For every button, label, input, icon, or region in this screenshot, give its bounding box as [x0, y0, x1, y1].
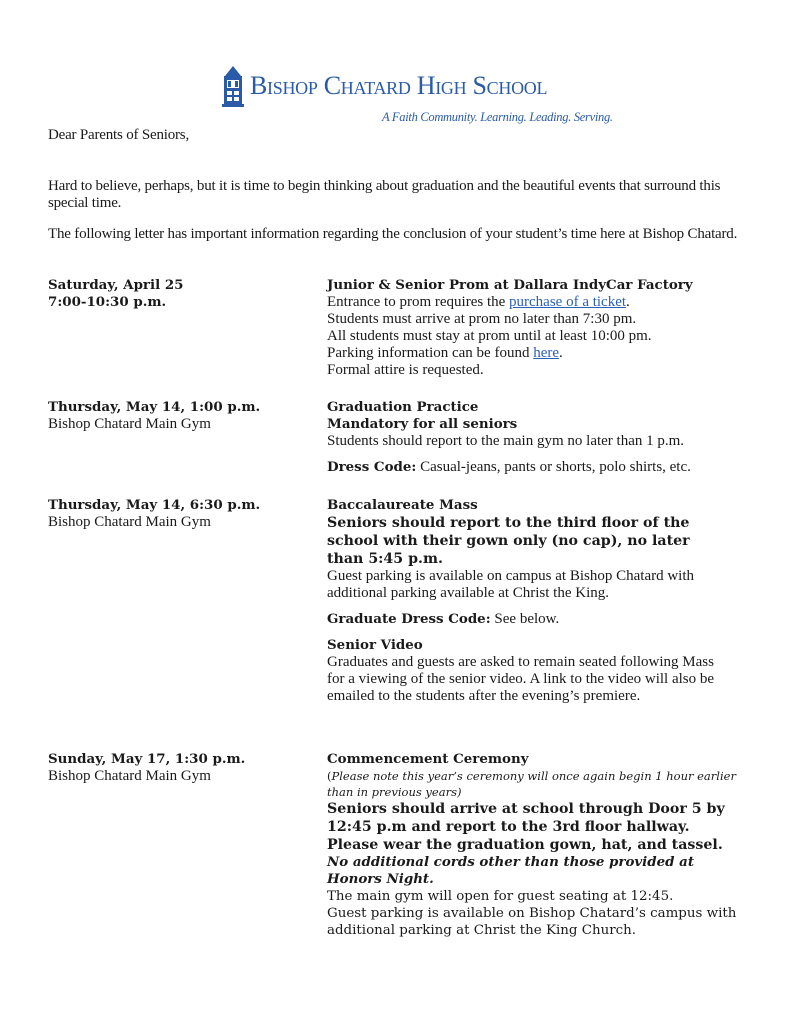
time-change-note: [327, 768, 747, 800]
greeting: Dear Parents of Seniors,: [48, 127, 189, 143]
event-title: Baccalaureate Mass: [327, 497, 478, 513]
event-prom-details: [327, 277, 747, 379]
dress-code-value: See below.: [490, 611, 560, 627]
event-date: Saturday, April 25: [48, 277, 184, 293]
parking-line: [327, 345, 747, 362]
intro-paragraph: Hard to believe, perhaps, but it is time to begin thinking about graduation and the beautiful events that surround this special time.: [48, 178, 721, 211]
event-title: Junior & Senior Prom at Dallara IndyCar Factory: [327, 277, 693, 293]
dress-code-value: Casual-jeans, pants or shorts, polo shirts, etc.: [416, 459, 691, 475]
event-commencement-details: [327, 751, 747, 939]
event-subtitle: Mandatory for all seniors: [327, 416, 518, 432]
school-tagline: A Faith Community. Learning. Leading. Serving.: [382, 110, 613, 124]
ticket-text: Entrance to prom requires the: [327, 294, 510, 310]
event-title: Graduation Practice: [327, 399, 479, 415]
event-location: Bishop Chatard Main Gym: [48, 416, 211, 432]
note-text: Please note this year’s ceremony will once again begin 1 hour earlier than in previous years): [327, 769, 736, 799]
event-date: Sunday, May 17, 1:30 p.m.: [48, 751, 246, 767]
punctuation: .: [559, 345, 563, 361]
paren: (: [327, 769, 332, 783]
report-line: Students should report to the main gym no later than 1 p.m.: [327, 433, 685, 449]
parking-line: Guest parking is available on Bishop Chatard’s campus with additional parking at Christ the King Church.: [327, 906, 737, 938]
attire-line: Formal attire is requested.: [327, 362, 484, 378]
senior-video-text: Graduates and guests are asked to remain seated following Mass for a viewing of the senior video. A link to the video will also be emailed to the students after the evening’s premiere.: [327, 654, 715, 704]
school-crest-icon: [222, 64, 244, 108]
event-practice-date: [48, 399, 260, 433]
stay-line: All students must stay at prom until at least 10:00 pm.: [327, 328, 652, 344]
event-mass-details: [327, 497, 727, 705]
event-practice-details: [327, 399, 747, 476]
event-location: Bishop Chatard Main Gym: [48, 514, 211, 530]
event-time: 7:00-10:30 p.m.: [48, 294, 167, 310]
event-commencement-date: [48, 751, 245, 785]
dress-code: [327, 611, 727, 628]
intro-paragraph-2: The following letter has important information regarding the conclusion of your student’s time here at Bishop Chatard.: [48, 226, 738, 242]
school-name: Bishop Chatard High School: [250, 71, 548, 100]
dress-code-label: Graduate Dress Code:: [327, 611, 491, 627]
event-prom-date: [48, 277, 183, 311]
event-location: Bishop Chatard Main Gym: [48, 768, 211, 784]
ticket-line: [327, 294, 747, 311]
event-date: Thursday, May 14, 6:30 p.m.: [48, 497, 261, 513]
report-instructions: Seniors should report to the third floor of the school with their gown only (no cap), no later than 5:45 p.m.: [327, 515, 690, 567]
senior-video-title: Senior Video: [327, 637, 423, 653]
dress-code-label: Dress Code:: [327, 459, 417, 475]
arrival-instructions: Seniors should arrive at school through Door 5 by 12:45 p.m and report to the 3rd floor hallway. Please wear the graduation gown, hat, and tassel.: [327, 801, 725, 853]
seating-line: The main gym will open for guest seating at 12:45.: [327, 889, 674, 904]
parking-line: Guest parking is available on campus at Bishop Chatard with additional parking available at Christ the King.: [327, 568, 695, 601]
arrival-line: Students must arrive at prom no later than 7:30 pm.: [327, 311, 637, 327]
parking-text: Parking information can be found: [327, 345, 534, 361]
parking-info-link[interactable]: here: [533, 345, 560, 361]
letterhead: [222, 62, 613, 128]
event-title: Commencement Ceremony: [327, 751, 529, 767]
cords-note: No additional cords other than those provided at Honors Night.: [327, 854, 695, 887]
purchase-ticket-link[interactable]: purchase of a ticket: [509, 294, 627, 310]
event-mass-date: [48, 497, 260, 531]
dress-code: [327, 459, 747, 476]
punctuation: .: [626, 294, 630, 310]
event-date: Thursday, May 14, 1:00 p.m.: [48, 399, 261, 415]
